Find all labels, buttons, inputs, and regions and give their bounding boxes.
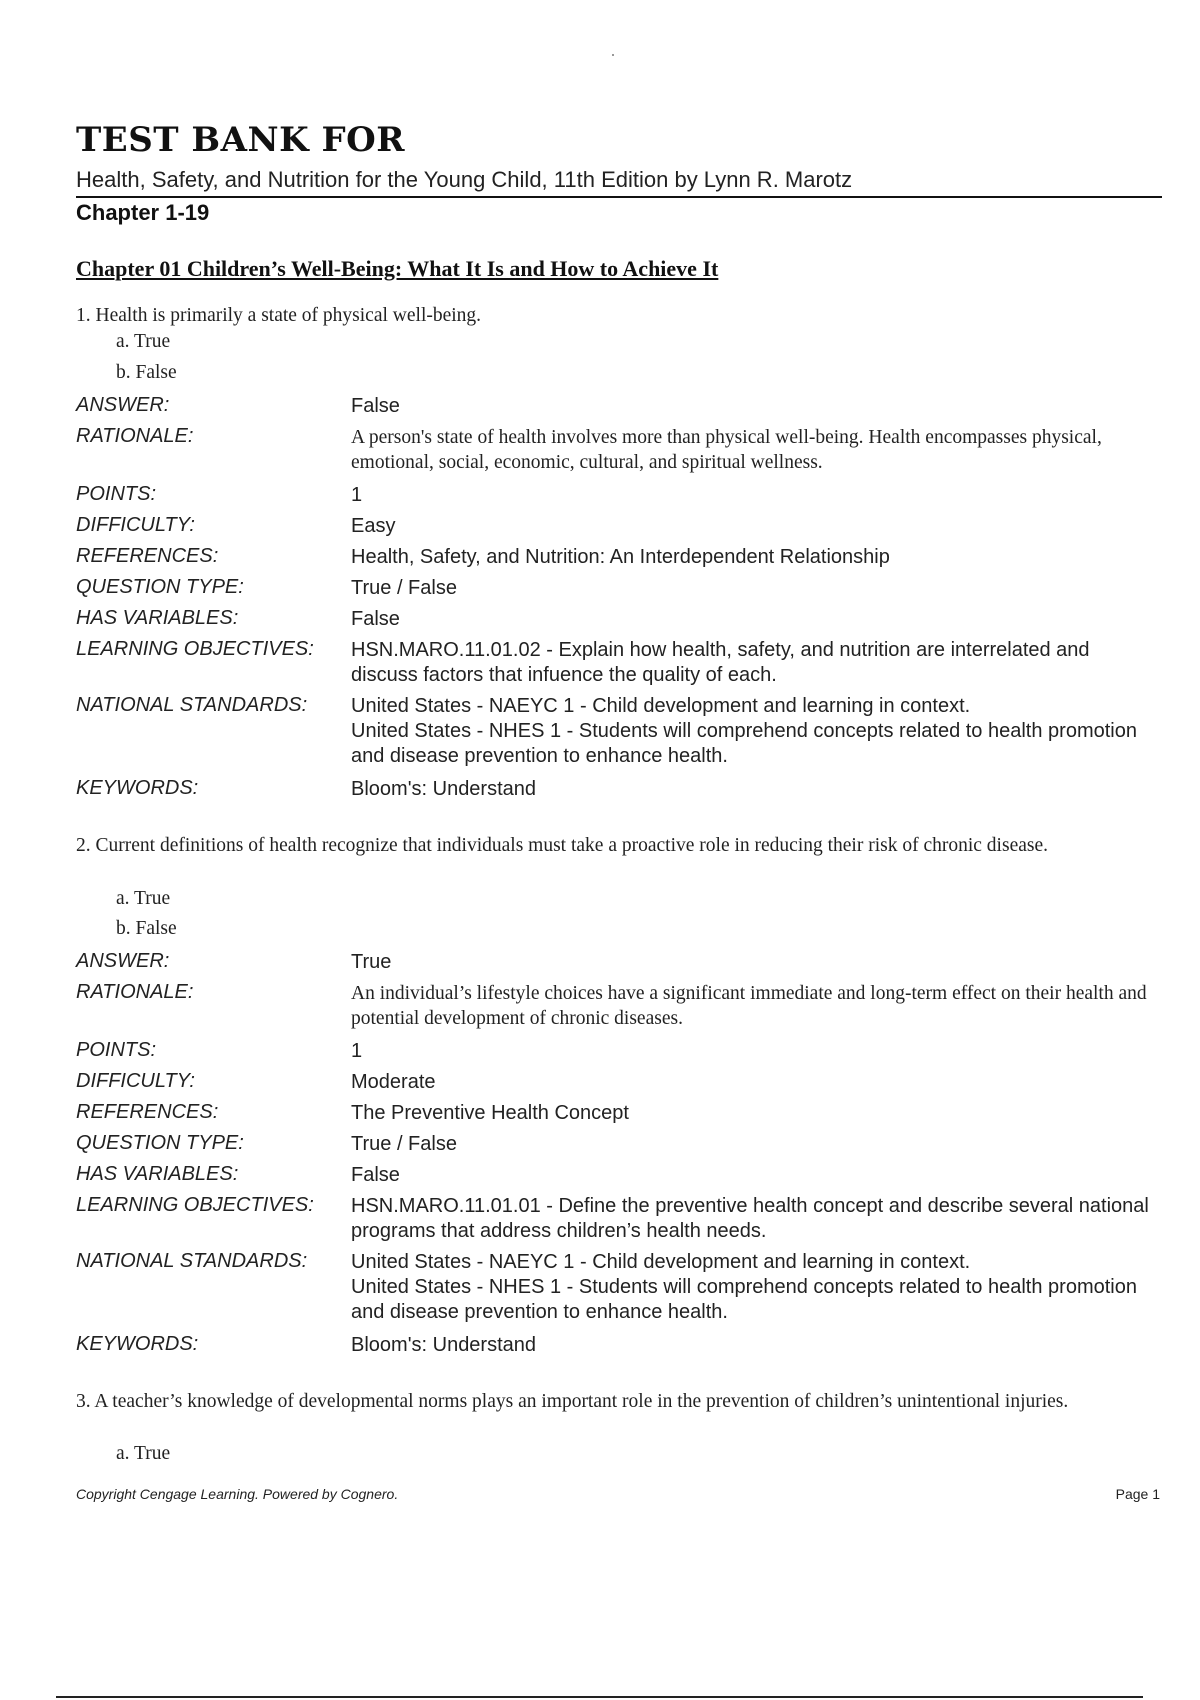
answer-value: True bbox=[351, 951, 392, 973]
rationale-value: A person's state of health involves more than physical well-being. Health encompasses physical, emotional, social, economic, cultural, and spiritual wellness. bbox=[351, 427, 1102, 473]
keywords-label: KEYWORDS: bbox=[76, 777, 199, 799]
national-standard-line: United States - NHES 1 - Students will comprehend concepts related to health promotion and disease prevention to enhance health. bbox=[351, 1276, 1137, 1323]
question-option: a. True bbox=[116, 888, 171, 909]
difficulty-value: Moderate bbox=[351, 1071, 436, 1093]
rationale-label: RATIONALE: bbox=[76, 981, 194, 1003]
document-title: TEST BANK FOR bbox=[76, 120, 406, 160]
question-type-label: QUESTION TYPE: bbox=[76, 576, 244, 598]
chapter-range: Chapter 1-19 bbox=[76, 200, 210, 225]
learning-objectives-label: LEARNING OBJECTIVES: bbox=[76, 1194, 314, 1216]
learning-objectives-label: LEARNING OBJECTIVES: bbox=[76, 638, 314, 660]
question-type-value: True / False bbox=[351, 577, 457, 599]
book-subtitle: Health, Safety, and Nutrition for the Young Child, 11th Edition by Lynn R. Marotz bbox=[76, 167, 853, 192]
learning-objectives-value: HSN.MARO.11.01.02 - Explain how health, safety, and nutrition are interrelated and discuss factors that infuence the quality of each. bbox=[351, 639, 1090, 686]
keywords-value: Bloom's: Understand bbox=[351, 778, 537, 800]
question-option: b. False bbox=[116, 362, 177, 383]
references-value: Health, Safety, and Nutrition: An Interdependent Relationship bbox=[351, 546, 890, 568]
references-label: REFERENCES: bbox=[76, 545, 219, 567]
scan-speck bbox=[612, 54, 614, 56]
points-label: POINTS: bbox=[76, 483, 157, 505]
national-standard-line: United States - NHES 1 - Students will comprehend concepts related to health promotion and disease prevention to enhance health. bbox=[351, 720, 1137, 767]
points-value: 1 bbox=[351, 484, 363, 506]
question-stem: 3. A teacher’s knowledge of developmental norms plays an important role in the prevention of children’s unintentional injuries. bbox=[76, 1391, 1069, 1412]
difficulty-label: DIFFICULTY: bbox=[76, 514, 195, 536]
keywords-value: Bloom's: Understand bbox=[351, 1334, 537, 1356]
question-type-value: True / False bbox=[351, 1133, 457, 1155]
question-option: b. False bbox=[116, 918, 177, 939]
difficulty-value: Easy bbox=[351, 515, 396, 537]
national-standards-value bbox=[351, 694, 1161, 769]
has-variables-label: HAS VARIABLES: bbox=[76, 607, 239, 629]
footer-copyright: Copyright Cengage Learning. Powered by Cognero. bbox=[76, 1486, 399, 1502]
learning-objectives-value: HSN.MARO.11.01.01 - Define the preventive health concept and describe several national programs that address children’s health needs. bbox=[351, 1195, 1149, 1242]
question-type-label: QUESTION TYPE: bbox=[76, 1132, 244, 1154]
rationale-value: An individual’s lifestyle choices have a significant immediate and long-term effect on their health and potential development of chronic diseases. bbox=[351, 983, 1147, 1029]
references-label: REFERENCES: bbox=[76, 1101, 219, 1123]
page-number: Page 1 bbox=[1115, 1486, 1160, 1502]
header-divider bbox=[76, 196, 1162, 198]
rationale-label: RATIONALE: bbox=[76, 425, 194, 447]
question-option: a. True bbox=[116, 1443, 171, 1464]
has-variables-value: False bbox=[351, 608, 400, 630]
answer-value: False bbox=[351, 395, 400, 417]
national-standards-label: NATIONAL STANDARDS: bbox=[76, 694, 308, 716]
points-label: POINTS: bbox=[76, 1039, 157, 1061]
references-value: The Preventive Health Concept bbox=[351, 1102, 629, 1124]
difficulty-label: DIFFICULTY: bbox=[76, 1070, 195, 1092]
national-standards-value bbox=[351, 1250, 1161, 1325]
national-standard-line: United States - NAEYC 1 - Child development and learning in context. bbox=[351, 1251, 971, 1273]
answer-label: ANSWER: bbox=[76, 394, 170, 416]
page-bottom-rule bbox=[56, 1696, 1143, 1698]
keywords-label: KEYWORDS: bbox=[76, 1333, 199, 1355]
question-stem: 2. Current definitions of health recognize that individuals must take a proactive role in reducing their risk of chronic disease. bbox=[76, 835, 1048, 856]
has-variables-value: False bbox=[351, 1164, 400, 1186]
national-standards-label: NATIONAL STANDARDS: bbox=[76, 1250, 308, 1272]
answer-label: ANSWER: bbox=[76, 950, 170, 972]
has-variables-label: HAS VARIABLES: bbox=[76, 1163, 239, 1185]
points-value: 1 bbox=[351, 1040, 363, 1062]
question-stem: 1. Health is primarily a state of physical well-being. bbox=[76, 305, 482, 326]
question-option: a. True bbox=[116, 331, 171, 352]
chapter-heading: Chapter 01 Children’s Well-Being: What It Is and How to Achieve It bbox=[76, 256, 719, 281]
national-standard-line: United States - NAEYC 1 - Child development and learning in context. bbox=[351, 695, 971, 717]
